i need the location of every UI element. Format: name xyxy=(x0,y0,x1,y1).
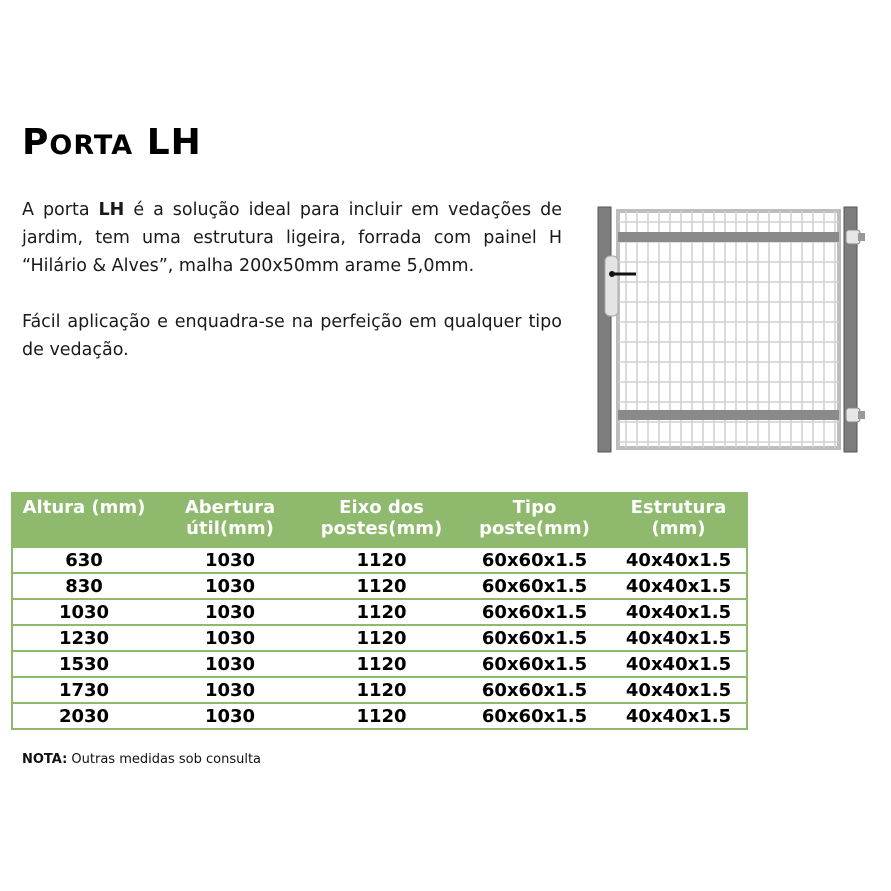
table-cell: 60x60x1.5 xyxy=(458,677,611,703)
table-cell: 1120 xyxy=(305,573,458,599)
table-cell: 1030 xyxy=(155,677,305,703)
table-cell: 60x60x1.5 xyxy=(458,703,611,729)
table-cell: 2030 xyxy=(12,703,155,729)
table-cell: 830 xyxy=(12,573,155,599)
table-cell: 1030 xyxy=(155,651,305,677)
header-line: Eixo dos xyxy=(339,497,424,518)
table-row xyxy=(12,651,747,677)
table-row xyxy=(12,599,747,625)
lower-rail xyxy=(618,410,839,420)
header-line: útil(mm) xyxy=(186,518,274,539)
table-cell: 40x40x1.5 xyxy=(611,677,747,703)
table-cell: 630 xyxy=(12,547,155,573)
description-text: A porta xyxy=(22,200,99,220)
note-label: NOTA: xyxy=(22,752,68,767)
table-row xyxy=(12,573,747,599)
header-line: postes(mm) xyxy=(320,518,443,539)
table-cell: 1530 xyxy=(12,651,155,677)
table-cell: 40x40x1.5 xyxy=(611,547,747,573)
title-initial: P xyxy=(22,122,50,163)
table-cell: 1030 xyxy=(155,703,305,729)
table-row xyxy=(12,625,747,651)
table-cell: 1030 xyxy=(155,625,305,651)
description-paragraph-1 xyxy=(22,196,562,280)
table-cell: 1120 xyxy=(305,599,458,625)
header-line: Estrutura xyxy=(630,497,727,518)
table-cell: 1120 xyxy=(305,625,458,651)
description-paragraph-2: Fácil aplicação e enquadra-se na perfeição em qualquer tipo de vedação. xyxy=(22,312,562,360)
table-cell: 40x40x1.5 xyxy=(611,703,747,729)
note xyxy=(22,752,261,767)
table-cell: 40x40x1.5 xyxy=(611,625,747,651)
description-text: é a solução ideal para incluir em vedações de jardim, tem uma estrutura ligeira, forrada com painel H “Hilário & Alves”, malha 200x50mm arame 5,0mm. xyxy=(22,200,562,276)
table-row xyxy=(12,547,747,573)
header-line: Abertura xyxy=(184,497,276,518)
table-row xyxy=(12,703,747,729)
header-line: Altura (mm) xyxy=(22,497,146,518)
table-cell: 1730 xyxy=(12,677,155,703)
table-cell: 1030 xyxy=(155,599,305,625)
header-altura xyxy=(12,492,155,547)
table-cell: 60x60x1.5 xyxy=(458,651,611,677)
table-cell: 1030 xyxy=(155,573,305,599)
table-row xyxy=(12,677,747,703)
table-cell: 1030 xyxy=(155,547,305,573)
header-line: poste(mm) xyxy=(479,518,590,539)
note-text: Outras medidas sob consulta xyxy=(67,752,262,767)
table-cell: 1230 xyxy=(12,625,155,651)
description-model: LH xyxy=(98,200,125,220)
table-cell: 40x40x1.5 xyxy=(611,651,747,677)
header-abertura xyxy=(155,492,305,547)
table-cell: 1120 xyxy=(305,547,458,573)
header-tipo xyxy=(458,492,611,547)
upper-rail xyxy=(618,232,839,242)
specifications-table xyxy=(11,492,748,730)
table-cell: 60x60x1.5 xyxy=(458,625,611,651)
table-cell: 1120 xyxy=(305,703,458,729)
table-cell: 1120 xyxy=(305,651,458,677)
table-cell: 1120 xyxy=(305,677,458,703)
table-cell: 40x40x1.5 xyxy=(611,573,747,599)
table-cell: 60x60x1.5 xyxy=(458,573,611,599)
page-title xyxy=(22,122,202,163)
title-rest: ORTA xyxy=(49,130,134,161)
table-cell: 1030 xyxy=(12,599,155,625)
table-cell: 60x60x1.5 xyxy=(458,599,611,625)
product-description xyxy=(22,196,562,392)
table-cell: 40x40x1.5 xyxy=(611,599,747,625)
title-model: LH xyxy=(146,122,202,163)
header-eixo xyxy=(305,492,458,547)
left-post xyxy=(598,207,611,452)
header-estrutura xyxy=(611,492,747,547)
header-line: (mm) xyxy=(651,518,706,539)
table-cell: 60x60x1.5 xyxy=(458,547,611,573)
header-line: Tipo xyxy=(512,497,557,518)
table-header-row xyxy=(12,492,747,547)
gate-illustration xyxy=(596,202,874,454)
